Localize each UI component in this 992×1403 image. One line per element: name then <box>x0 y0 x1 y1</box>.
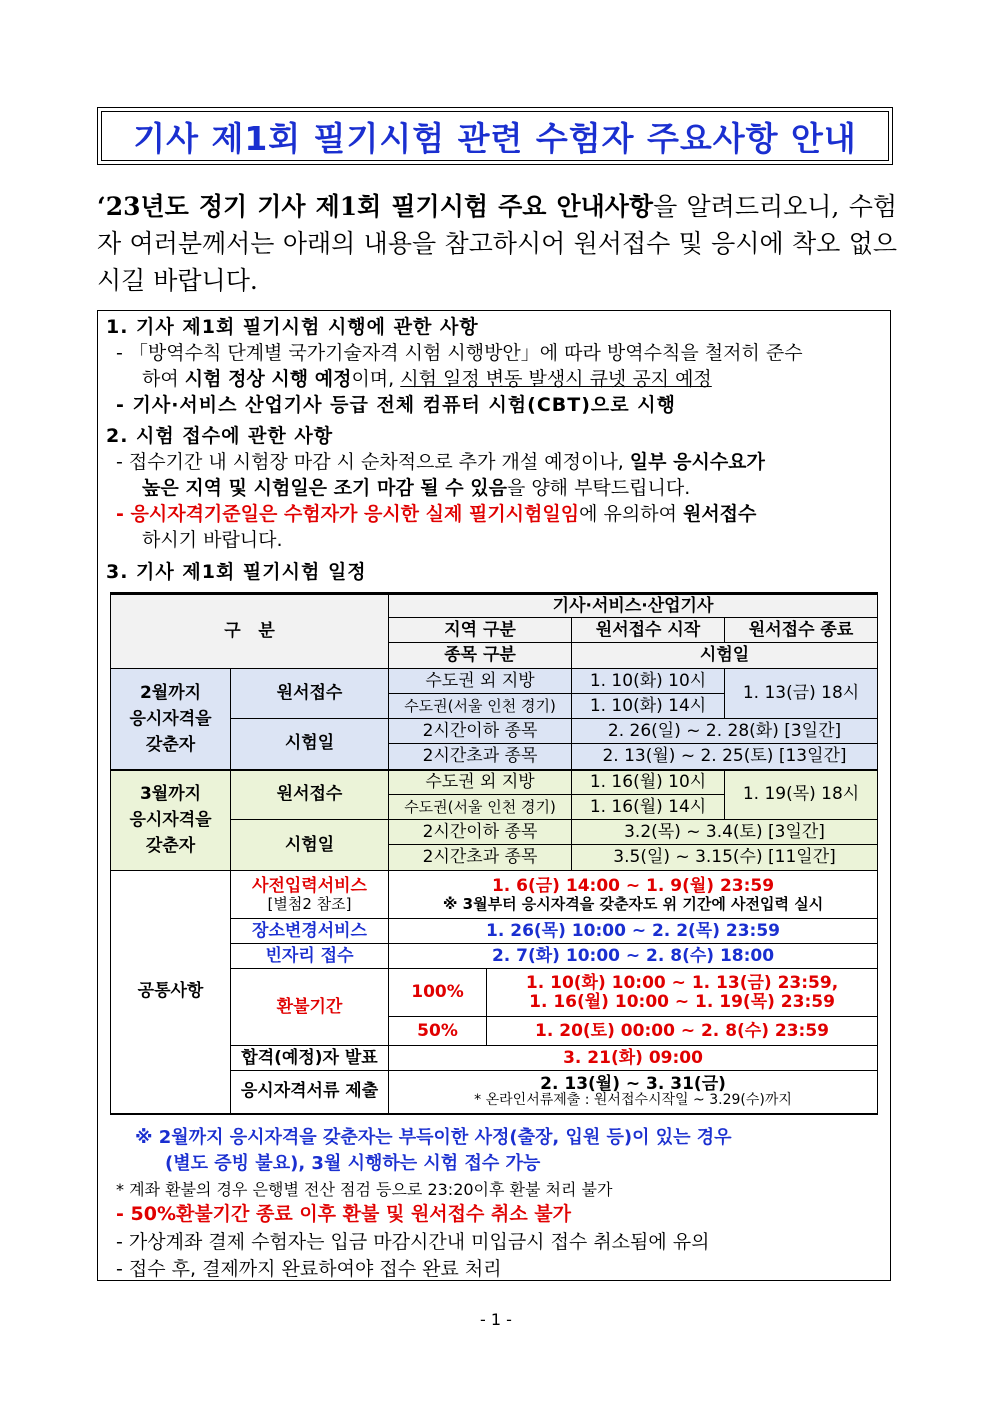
pre-input-service <box>231 871 389 919</box>
pass-announcement: 합격(예정)자 발표 <box>231 1046 389 1071</box>
s1-bullet-1b <box>142 364 712 391</box>
apply-start-cell: 1. 10(화) 14시 <box>572 694 725 719</box>
refund-100: 100% <box>389 969 487 1017</box>
region-cell: 수도권(서울 인천 경기) <box>389 694 572 719</box>
note-3: - 50%환불기간 종료 이후 환불 및 원서접수 취소 불가 <box>116 1203 572 1225</box>
note: ※ 3월부터 응시자격을 갖춘자도 위 기간에 사전입력 실시 <box>442 894 824 913</box>
text: 을 양해 부탁드립니다. <box>506 477 691 499</box>
region-cell: 수도권(서울 인천 경기) <box>389 795 572 820</box>
text-red: - 응시자격기준일은 수험자가 응시한 실제 필기시험일임 <box>116 503 580 525</box>
exam-date-cell: 2. 13(월) ~ 2. 25(토) [13일간] <box>572 744 878 770</box>
refund-period: 환불기간 <box>231 969 389 1046</box>
text-bold: 일부 응시수요가 <box>629 451 765 473</box>
note-1a: ※ 2월까지 응시자격을 갖춘자는 부득이한 사정(출장, 입원 등)이 있는 경우 <box>135 1127 732 1148</box>
type-cell: 2시간이하 종목 <box>389 820 572 845</box>
header-type: 종목 구분 <box>389 643 572 669</box>
exam-date-cell: 3.5(일) ~ 3.15(수) [11일간] <box>572 845 878 871</box>
page-title: 기사 제1회 필기시험 관련 수험자 주요사항 안내 <box>101 111 889 161</box>
header-region: 지역 구분 <box>389 618 572 643</box>
group-2-exam: 시험일 <box>231 820 389 871</box>
header-gubun: 구 분 <box>111 594 389 669</box>
text-bold: 높은 지역 및 시험일은 조기 마감 될 수 있음 <box>142 477 507 499</box>
group-2-label: 3월까지 응시자격을 갖춘자 <box>111 770 231 871</box>
text: - 접수기간 내 시험장 마감 시 순차적으로 추가 개설 예정이나, <box>116 451 630 473</box>
note-2: * 계좌 환불의 경우 은행별 전산 점검 등으로 23:20이후 환불 처리 불가 <box>116 1180 613 1199</box>
title-box <box>97 107 893 165</box>
vacancy-apply: 빈자리 접수 <box>231 944 389 969</box>
header-exam-day: 시험일 <box>572 643 878 669</box>
page-number: - 1 - <box>480 1310 512 1329</box>
schedule-table <box>110 592 878 1115</box>
intro-paragraph <box>97 188 897 299</box>
s2-bullet-1b <box>142 473 690 500</box>
group-1-exam: 시험일 <box>231 719 389 770</box>
text: 에 유의하여 <box>579 503 683 525</box>
type-cell: 2시간초과 종목 <box>389 744 572 770</box>
pre-input-dates <box>389 871 878 919</box>
s2-bullet-2b: 하시기 바랍니다. <box>142 529 283 551</box>
text: 하여 <box>142 368 185 390</box>
header-apply-end: 원서접수 종료 <box>725 618 878 643</box>
date: 1. 16(월) 10:00 ~ 1. 19(목) 23:59 <box>529 991 835 1012</box>
text-bold: 원서접수 <box>682 503 757 525</box>
apply-start-cell: 1. 16(월) 10시 <box>572 770 725 795</box>
text-bold: 시험 정상 시행 예정 <box>184 368 352 390</box>
note-5: - 접수 후, 결제까지 완료하여야 접수 완료 처리 <box>116 1258 502 1280</box>
group-1-apply: 원서접수 <box>231 669 389 719</box>
refund-100-dates <box>487 969 878 1017</box>
common-label: 공통사항 <box>111 871 231 1114</box>
header-grade: 기사·서비스·산업기사 <box>389 594 878 618</box>
refund-50-dates: 1. 20(토) 00:00 ~ 2. 8(수) 23:59 <box>487 1017 878 1046</box>
type-cell: 2시간이하 종목 <box>389 719 572 744</box>
location-change-dates: 1. 26(목) 10:00 ~ 2. 2(목) 23:59 <box>389 919 878 944</box>
location-change-service: 장소변경서비스 <box>231 919 389 944</box>
intro-lead: ‘23년도 정기 기사 제1회 필기시험 주요 안내사항 <box>97 192 654 221</box>
type-cell: 2시간초과 종목 <box>389 845 572 871</box>
refund-50: 50% <box>389 1017 487 1046</box>
text-underlined: 시험 일정 변동 발생시 큐넷 공지 예정 <box>400 368 712 390</box>
note: * 온라인서류제출 : 원서접수시작일 ~ 3.29(수)까지 <box>474 1092 792 1109</box>
s1-bullet-2: - 기사·서비스 산업기사 등급 전체 컴퓨터 시험(CBT)으로 시행 <box>116 394 676 416</box>
ref: [별첨2 참조] <box>267 894 352 913</box>
section-3-heading: 3. 기사 제1회 필기시험 일정 <box>106 561 367 583</box>
apply-end-cell: 1. 13(금) 18시 <box>725 669 878 719</box>
s1-bullet-1a: - 「방역수칙 단계별 국가기술자격 시험 시행방안」에 따라 방역수칙을 철저히 준수 <box>116 342 803 364</box>
exam-date-cell: 2. 26(일) ~ 2. 28(화) [3일간] <box>572 719 878 744</box>
exam-date-cell: 3.2(목) ~ 3.4(토) [3일간] <box>572 820 878 845</box>
group-2-apply: 원서접수 <box>231 770 389 820</box>
apply-start-cell: 1. 16(월) 14시 <box>572 795 725 820</box>
date: 2. 13(월) ~ 3. 31(금) <box>540 1073 726 1094</box>
region-cell: 수도권 외 지방 <box>389 669 572 694</box>
date: 1. 10(화) 10:00 ~ 1. 13(금) 23:59, <box>525 972 839 993</box>
intro-rest: 을 알려드리오니, 수험자 여러분께서는 아래의 내용을 참고하시어 원서접수 및 응시에 착오 없으시길 바랍니다. <box>97 192 897 295</box>
section-2-heading: 2. 시험 접수에 관한 사항 <box>106 425 334 447</box>
date: 1. 6(금) 14:00 ~ 1. 9(월) 23:59 <box>491 875 775 896</box>
docs-dates <box>389 1071 878 1114</box>
s2-bullet-2a <box>116 499 756 526</box>
vacancy-dates: 2. 7(화) 10:00 ~ 2. 8(수) 18:00 <box>389 944 878 969</box>
note-4: - 가상계좌 결제 수험자는 입금 마감시간내 미입금시 접수 취소됨에 유의 <box>116 1231 710 1253</box>
pass-date: 3. 21(화) 09:00 <box>389 1046 878 1071</box>
section-1-heading: 1. 기사 제1회 필기시험 시행에 관한 사항 <box>106 316 479 338</box>
header-apply-start: 원서접수 시작 <box>572 618 725 643</box>
s2-bullet-1a <box>116 447 765 474</box>
group-1-label: 2월까지 응시자격을 갖춘자 <box>111 669 231 770</box>
label: 사전입력서비스 <box>252 875 367 896</box>
apply-end-cell: 1. 19(목) 18시 <box>725 770 878 820</box>
region-cell: 수도권 외 지방 <box>389 770 572 795</box>
apply-start-cell: 1. 10(화) 10시 <box>572 669 725 694</box>
text: 이며, <box>351 368 401 390</box>
note-1b: (별도 증빙 불요), 3월 시행하는 시험 접수 가능 <box>165 1153 541 1174</box>
docs-submission: 응시자격서류 제출 <box>231 1071 389 1114</box>
